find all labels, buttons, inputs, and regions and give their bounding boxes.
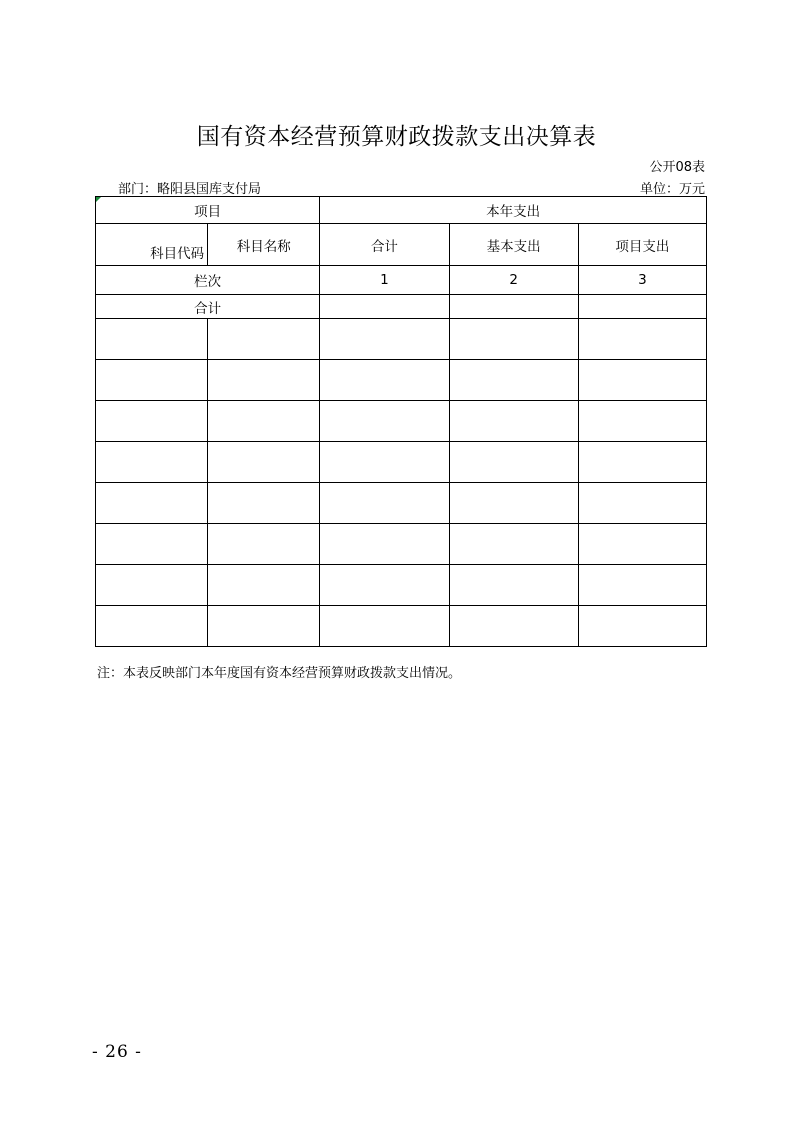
form-number: 公开08表 (649, 160, 705, 175)
table-cell (320, 442, 449, 483)
table-subheader-row (96, 224, 707, 266)
table-cell (320, 360, 449, 401)
table-cell (578, 360, 706, 401)
table-cell (320, 524, 449, 565)
col-total-header: 合计 (320, 224, 449, 266)
table-cell (449, 524, 578, 565)
table-cell (208, 442, 320, 483)
header-project: 项目 (96, 197, 320, 224)
table-cell (96, 524, 208, 565)
table-cell (449, 565, 578, 606)
table-cell (96, 565, 208, 606)
table-cell (96, 606, 208, 647)
table-cell (449, 442, 578, 483)
index-3: 3 (578, 266, 706, 295)
page-number: - 26 - (92, 1042, 142, 1062)
table-cell (208, 524, 320, 565)
col-name-header: 科目名称 (208, 224, 320, 266)
table-cell (208, 401, 320, 442)
table-cell (96, 319, 208, 360)
table-cell (449, 401, 578, 442)
index-1: 1 (320, 266, 449, 295)
table-cell (578, 483, 706, 524)
index-label: 栏次 (96, 266, 320, 295)
unit-label: 单位：万元 (639, 182, 705, 197)
sum-basic-cell (449, 295, 578, 319)
table-note: 注：本表反映部门本年度国有资本经营预算财政拨款支出情况。 (97, 666, 462, 681)
table-cell (578, 442, 706, 483)
col-basic-header: 基本支出 (449, 224, 578, 266)
table-cell (96, 483, 208, 524)
sum-label: 合计 (96, 295, 320, 319)
table-cell (578, 319, 706, 360)
department-label: 部门：略阳县国库支付局 (118, 182, 262, 197)
table-cell (208, 606, 320, 647)
table-cell (320, 319, 449, 360)
index-row (96, 266, 707, 295)
table-cell (96, 360, 208, 401)
sum-project-cell (578, 295, 706, 319)
table-cell (578, 524, 706, 565)
col-project-header: 项目支出 (578, 224, 706, 266)
sum-total-cell (320, 295, 449, 319)
table-cell (208, 319, 320, 360)
table-cell (208, 483, 320, 524)
col-code-header: 科目代码 (96, 224, 208, 266)
table-cell (208, 565, 320, 606)
table-cell (578, 565, 706, 606)
table-cell (578, 606, 706, 647)
table-cell (320, 565, 449, 606)
table-row (96, 401, 707, 442)
table-cell (449, 360, 578, 401)
expenditure-table (95, 196, 707, 647)
table-cell (449, 483, 578, 524)
table-row (96, 524, 707, 565)
table-cell (449, 606, 578, 647)
sum-row (96, 295, 707, 319)
page-title: 国有资本经营预算财政拨款支出决算表 (196, 124, 597, 150)
table-cell (96, 442, 208, 483)
table-cell (320, 606, 449, 647)
table-cell (96, 401, 208, 442)
table-row (96, 606, 707, 647)
table-row (96, 565, 707, 606)
table-row (96, 442, 707, 483)
index-2: 2 (449, 266, 578, 295)
table-cell (320, 483, 449, 524)
table-cell (578, 401, 706, 442)
cell-comment-marker (96, 197, 101, 202)
header-current-year: 本年支出 (320, 197, 707, 224)
table-header-row (96, 197, 707, 224)
table-row (96, 483, 707, 524)
table-cell (208, 360, 320, 401)
table-cell (449, 319, 578, 360)
table-row (96, 319, 707, 360)
table-row (96, 360, 707, 401)
table-cell (320, 401, 449, 442)
